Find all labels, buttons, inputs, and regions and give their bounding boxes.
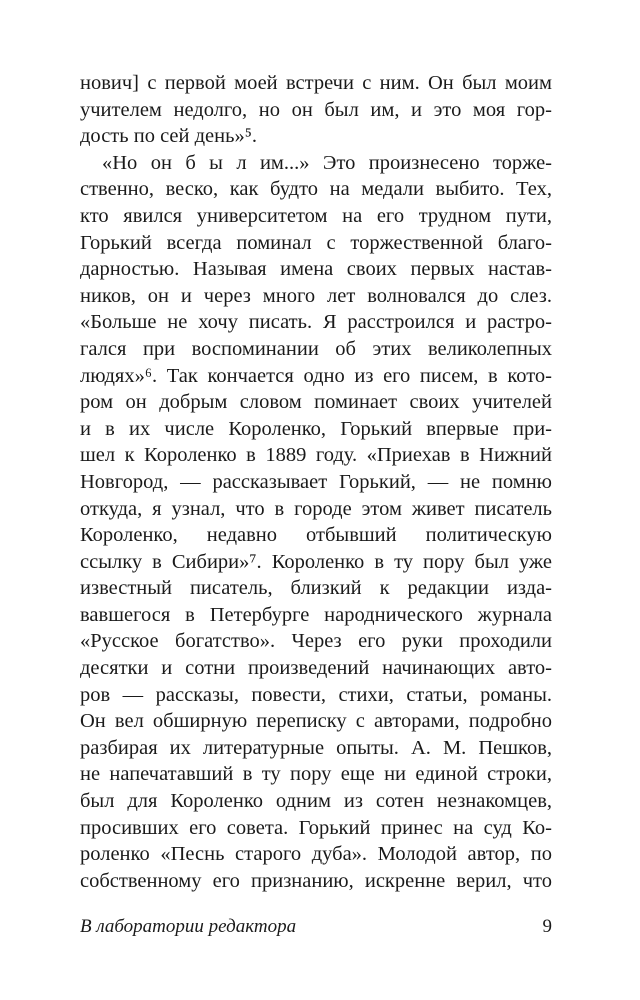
text-line: учителем недолго, но он был им, и это моя гор- <box>80 98 552 121</box>
text-line: ников, он и через много лет волновался до слез. <box>80 284 552 307</box>
text-line: известный писатель, близкий к редакции изда- <box>80 577 552 600</box>
text-line: ственно, веско, как будто на медали выбито. Тех, <box>80 178 552 201</box>
text-line: «Больше не хочу писать. Я расстроился и растро- <box>80 311 552 334</box>
text-line: десятки и сотни произведений начинающих авто- <box>80 657 552 680</box>
text-line: ром он добрым словом поминает своих учителей <box>80 391 552 414</box>
text-line: и в их числе Короленко, Горький впервые при- <box>80 417 552 440</box>
text-line: Горький всегда поминал с торжественной благо- <box>80 231 552 254</box>
page-number: 9 <box>542 916 552 937</box>
text-line: шел к Короленко в 1889 году. «Приехав в Нижний <box>80 444 552 467</box>
text-line: ров — рассказы, повести, стихи, статьи, романы. <box>80 683 552 706</box>
text-line: был для Короленко одним из сотен незнакомцев, <box>80 790 552 813</box>
text-line: Короленко, недавно отбывший политическую <box>80 524 552 547</box>
page-footer <box>80 916 552 944</box>
text-line: роленко «Песнь старого дуба». Молодой автор, по <box>80 843 552 866</box>
text-line: кто явился университетом на его трудном пути, <box>80 204 552 227</box>
text-line: Новгород, — рассказывает Горький, — не помню <box>80 470 552 493</box>
text-line: гался при воспоминании об этих великолепных <box>80 337 552 360</box>
text-line: нович] с первой моей встречи с ним. Он был моим <box>80 72 552 94</box>
text-line: не напечатавший в ту пору еще ни единой строки, <box>80 763 552 786</box>
running-title: В лаборатории редактора <box>80 916 297 937</box>
text-line: разбирая их литературные опыты. А. М. Пешков, <box>80 736 552 759</box>
text-line: собственному его признанию, искренне верил, что <box>80 869 552 892</box>
text-line: вавшегося в Петербурге народнического журнала <box>80 603 552 626</box>
text-line: ссылку в Сибири»⁷. Короленко в ту пору был уже <box>80 550 552 573</box>
text-line: «Русское богатство». Через его руки проходили <box>80 630 552 653</box>
text-line: дость по сей день»⁵. <box>80 125 257 148</box>
text-line: «Но он б ы л им...» Это произнесено торже- <box>102 151 552 174</box>
text-line: Он вел обширную переписку с авторами, подробно <box>80 710 552 733</box>
text-line: дарностью. Называя имена своих первых настав- <box>80 258 552 281</box>
text-line: людях»⁶. Так кончается одно из его писем, в кото- <box>80 364 552 387</box>
text-line: откуда, я узнал, что в городе этом живет писатель <box>80 497 552 520</box>
text-line: просивших его совета. Горький принес на суд Ко- <box>80 816 552 839</box>
body-text <box>80 70 552 894</box>
